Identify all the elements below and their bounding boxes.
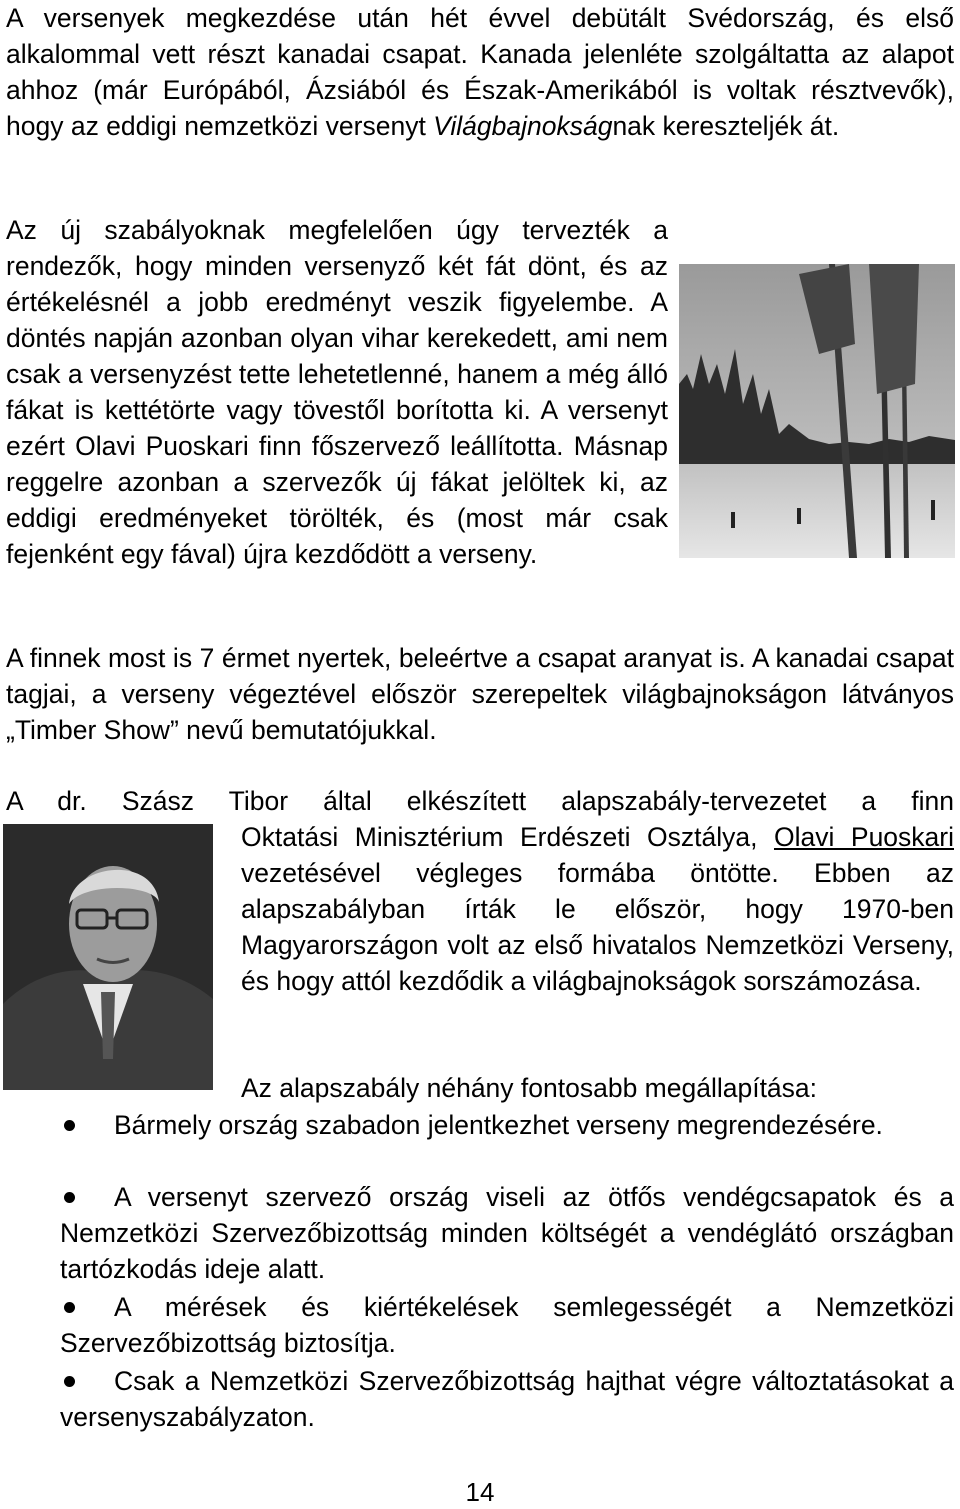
bullet-item-1-text: Bármely ország szabadon jelentkezhet verseny megrendezésére. [114,1110,883,1140]
paragraph-4-first-line-text: A dr. Szász Tibor által elkészített alapszabály-tervezetet a finn [6,786,954,816]
bullet-item-3 [60,1289,954,1361]
paragraph-1 [6,0,954,144]
portrait-photo [3,824,213,1090]
paragraph-4-body [241,819,954,999]
bullet-item-3-text: A mérések és kiértékelések semlegességét a Nemzetközi Szervezőbizottság biztosítja. [60,1292,954,1358]
photo-float-spacer [668,264,954,604]
page-number: 14 [465,1477,495,1507]
olavi-puoskari-link[interactable]: Olavi Puoskari [773,822,954,852]
paragraph-4-first-line [6,783,954,819]
bullet-item-2-text: A versenyt szervező ország viseli az ötfős vendégcsapatok és a Nemzetközi Szervezőbizottság minden költségét a vendéglátó országban tartózkodás ideje alatt. [60,1182,954,1284]
paragraph-4-text-b: vezetésével végleges formába öntötte. Ebben az alapszabályban írták le először, hogy 1970-ben Magyarországon volt az első hivatalos Nemzetközi Verseny, és hogy attól kezdődik a világbajnokságok sorszámozása. [241,858,954,996]
portrait-photo-image [3,824,213,1090]
list-heading-text: Az alapszabály néhány fontosabb megállapítása: [241,1073,818,1103]
bullet-item-1 [60,1107,954,1143]
paragraph-1-text-b: nak kereszteljék át. [612,111,840,141]
bullet-item-4 [60,1363,954,1435]
paragraph-2 [6,212,954,604]
paragraph-1-text-a: A versenyek megkezdése után hét évvel debütált Svédország, és első alkalommal vett részt kanadai csapat. Kanada jelenléte szolgáltatta az alapot ahhoz (már Európából, Ázsiából és Észak-Amerikából is voltak résztvevők), hogy az eddigi nemzetközi versenyt [6,3,954,141]
paragraph-3-text: A finnek most is 7 érmet nyertek, beleértve a csapat aranyat is. A kanadai csapat tagjai, a verseny végeztével először szerepeltek világbajnokságon látványos „Timber Show” nevű bemutatójukkal. [6,643,954,745]
bullet-item-2 [60,1179,954,1287]
paragraph-2-text: Az új szabályoknak megfelelően úgy tervezték a rendezők, hogy minden versenyző két fát dönt, és az értékelésnél a jobb eredményt veszik figyelembe. A döntés napján azonban olyan vihar kerekedett, ami nem csak a versenyzést tette lehetetlenné, hanem a még álló fákat is kettétörte vagy tövestől borította ki. A versenyt ezért Olavi Puoskari finn főszervező leállította. Másnap reggelre azonban a szervezők új fákat jelöltek ki, az eddigi eredményeket törölték, és (most már csak fejenként egy fával) újra kezdődött a verseny. [6,215,668,569]
paragraph-3 [6,640,954,748]
paragraph-4-text-a: Oktatási Minisztérium Erdészeti Osztálya, [241,822,774,852]
list-heading [241,1070,954,1106]
paragraph-1-italic: Világbajnokság [433,111,613,141]
bullet-item-4-text: Csak a Nemzetközi Szervezőbizottság hajthat végre változtatásokat a versenyszabályzaton. [60,1366,954,1432]
